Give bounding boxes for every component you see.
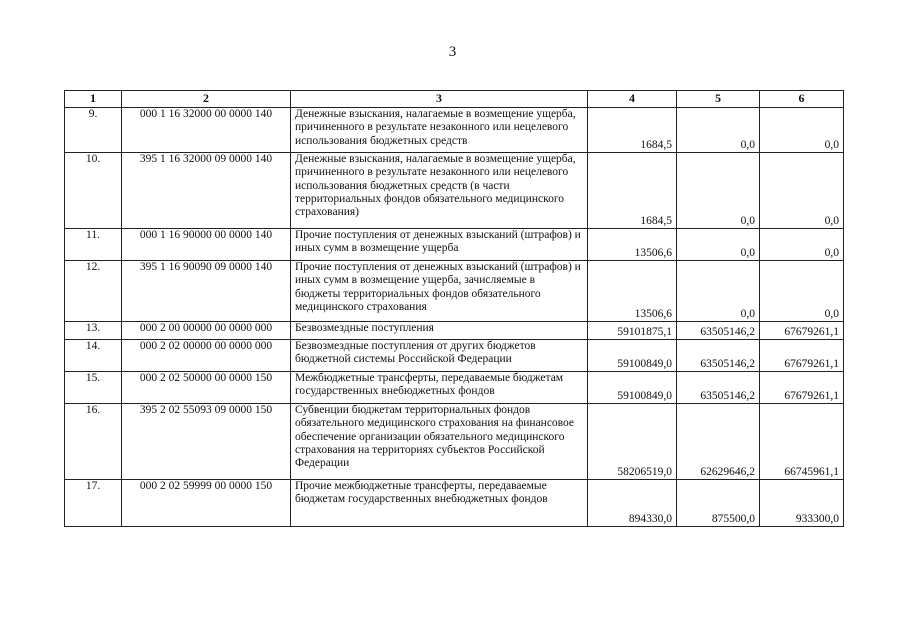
table-row: [65, 229, 844, 261]
value-col-4: 894330,0: [588, 480, 677, 527]
value-col-5: 62629646,2: [677, 404, 760, 480]
row-number: 15.: [65, 372, 122, 404]
value-col-5: 875500,0: [677, 480, 760, 527]
budget-code: 000 1 16 32000 00 0000 140: [122, 108, 291, 153]
budget-code: 000 2 02 00000 00 0000 000: [122, 340, 291, 372]
value-col-4: 59100849,0: [588, 340, 677, 372]
budget-revenue-table: [64, 90, 844, 527]
value-col-6: 67679261,1: [760, 322, 844, 340]
page-number: 3: [448, 44, 457, 60]
item-name: Безвозмездные поступления: [291, 322, 588, 340]
row-number: 10.: [65, 153, 122, 229]
budget-code: 395 2 02 55093 09 0000 150: [122, 404, 291, 480]
value-col-6: 0,0: [760, 229, 844, 261]
column-header-6: 6: [760, 91, 844, 108]
value-col-5: 0,0: [677, 261, 760, 322]
item-name: Денежные взыскания, налагаемые в возмещение ущерба, причиненного в результате незаконного или нецелевого использования бюджетных средств (в части территориальных фондов обязательного медицинского страхования): [291, 153, 588, 229]
budget-code: 000 1 16 90000 00 0000 140: [122, 229, 291, 261]
item-name: Безвозмездные поступления от других бюджетов бюджетной системы Российской Федерации: [291, 340, 588, 372]
column-header-3: 3: [291, 91, 588, 108]
budget-code: 000 2 02 50000 00 0000 150: [122, 372, 291, 404]
item-name: Прочие поступления от денежных взысканий (штрафов) и иных сумм в возмещение ущерба, зачисляемые в бюджеты территориальных фондов обязательного медицинского страхования: [291, 261, 588, 322]
table-row: [65, 153, 844, 229]
column-header-2: 2: [122, 91, 291, 108]
row-number: 11.: [65, 229, 122, 261]
table-row: [65, 261, 844, 322]
row-number: 13.: [65, 322, 122, 340]
row-number: 14.: [65, 340, 122, 372]
table-header-row: [65, 91, 844, 108]
table-row: [65, 340, 844, 372]
value-col-6: 67679261,1: [760, 340, 844, 372]
budget-code: 000 2 00 00000 00 0000 000: [122, 322, 291, 340]
row-number: 17.: [65, 480, 122, 527]
value-col-5: 0,0: [677, 153, 760, 229]
value-col-4: 1684,5: [588, 108, 677, 153]
budget-code: 395 1 16 32000 09 0000 140: [122, 153, 291, 229]
item-name: Прочие межбюджетные трансферты, передаваемые бюджетам государственных внебюджетных фондов: [291, 480, 588, 527]
value-col-6: 0,0: [760, 153, 844, 229]
column-header-4: 4: [588, 91, 677, 108]
row-number: 16.: [65, 404, 122, 480]
value-col-6: 933300,0: [760, 480, 844, 527]
value-col-6: 0,0: [760, 261, 844, 322]
item-name: Межбюджетные трансферты, передаваемые бюджетам государственных внебюджетных фондов: [291, 372, 588, 404]
value-col-5: 63505146,2: [677, 340, 760, 372]
value-col-4: 59101875,1: [588, 322, 677, 340]
value-col-4: 59100849,0: [588, 372, 677, 404]
value-col-4: 58206519,0: [588, 404, 677, 480]
item-name: Прочие поступления от денежных взысканий (штрафов) и иных сумм в возмещение ущерба: [291, 229, 588, 261]
table-row: [65, 108, 844, 153]
value-col-5: 63505146,2: [677, 372, 760, 404]
value-col-4: 13506,6: [588, 261, 677, 322]
budget-code: 000 2 02 59999 00 0000 150: [122, 480, 291, 527]
value-col-5: 63505146,2: [677, 322, 760, 340]
table-row: [65, 372, 844, 404]
column-header-1: 1: [65, 91, 122, 108]
row-number: 12.: [65, 261, 122, 322]
value-col-5: 0,0: [677, 108, 760, 153]
value-col-5: 0,0: [677, 229, 760, 261]
table-row: [65, 404, 844, 480]
item-name: Субвенции бюджетам территориальных фондов обязательного медицинского страхования на финансовое обеспечение организации обязательного медицинского страхования на территориях субъектов Российской Федерации: [291, 404, 588, 480]
value-col-6: 66745961,1: [760, 404, 844, 480]
table-row: [65, 480, 844, 527]
column-header-5: 5: [677, 91, 760, 108]
value-col-4: 1684,5: [588, 153, 677, 229]
value-col-6: 0,0: [760, 108, 844, 153]
budget-code: 395 1 16 90090 09 0000 140: [122, 261, 291, 322]
item-name: Денежные взыскания, налагаемые в возмещение ущерба, причиненного в результате незаконного или нецелевого использования бюджетных средств: [291, 108, 588, 153]
row-number: 9.: [65, 108, 122, 153]
value-col-4: 13506,6: [588, 229, 677, 261]
value-col-6: 67679261,1: [760, 372, 844, 404]
table-row: [65, 322, 844, 340]
